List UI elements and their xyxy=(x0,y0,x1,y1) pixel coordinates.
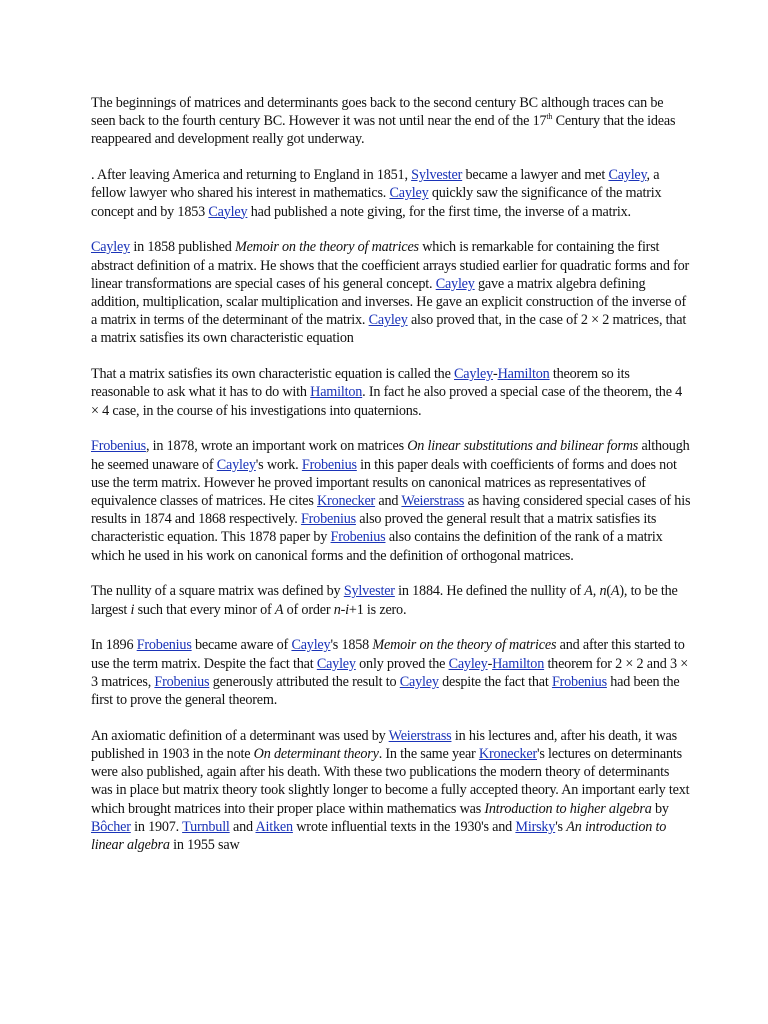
text: theorem so its reasonable to ask what it has to do with xyxy=(91,366,630,401)
text: wrote influential texts in the 1930's and xyxy=(292,818,516,835)
text: although he seemed unaware of xyxy=(91,438,690,473)
text: , to be the largest xyxy=(91,583,678,618)
title-italic: Memoir on the theory of matrices xyxy=(372,637,557,654)
text: despite the fact that xyxy=(438,673,552,690)
paragraph-frobenius-1896 xyxy=(91,636,691,709)
text: in 1884. He defined the nullity of xyxy=(394,583,585,600)
link-frobenius[interactable]: Frobenius xyxy=(551,673,607,690)
link-bocher[interactable]: Bôcher xyxy=(91,818,131,835)
link-cayley[interactable]: Cayley xyxy=(448,655,488,672)
link-frobenius[interactable]: Frobenius xyxy=(330,529,386,546)
text: - xyxy=(487,655,493,672)
math-var: A xyxy=(584,583,593,600)
title-italic: Memoir on the theory of matrices xyxy=(234,239,419,256)
text: 's work. xyxy=(255,456,302,473)
text: of order xyxy=(283,601,334,618)
math-var: n xyxy=(599,583,607,600)
text: and after this started to use the term matrix. Despite the fact that xyxy=(91,637,685,672)
paragraph-cayley-hamilton xyxy=(91,365,691,420)
text: gave a matrix algebra defining addition, multiplication, scalar multiplication and inverses. He gave an explicit construction of the inverse of a matrix in terms of the determinant of the matrix. xyxy=(91,275,686,329)
text: The beginnings of matrices and determinants goes back to the second century BC although traces can be seen back to the fourth century BC. However it was not until near the end of the 17 xyxy=(91,95,664,130)
paragraph-frobenius-1878 xyxy=(91,437,691,564)
text: in 1955 saw xyxy=(169,837,240,854)
text: and xyxy=(229,818,256,835)
text: 's xyxy=(555,818,567,835)
text: in his lectures and, after his death, it was published in 1903 in the note xyxy=(91,727,677,763)
text: ) xyxy=(619,583,624,600)
text: The nullity of a square matrix was defined by xyxy=(91,583,344,600)
link-frobenius[interactable]: Frobenius xyxy=(154,673,210,690)
text: and xyxy=(375,493,402,510)
text: also proved that, in the case of 2 × 2 matrices, that a matrix satisfies its own characteristic equation xyxy=(91,312,687,347)
title-italic: Introduction to higher algebra xyxy=(484,800,652,817)
text: became a lawyer and met xyxy=(462,167,609,184)
text: 's lectures on determinants were also published, again after his death. With these two publications the modern theory of determinants was in place but matrix theory took slightly longer to become a fully accepted theory. An important early text which brought matrices into their proper place within mathematics was xyxy=(91,746,690,817)
text: had been the first to prove the general theorem. xyxy=(91,673,680,709)
link-cayley[interactable]: Cayley xyxy=(368,312,408,329)
text: also proved the general result that a matrix satisfies its characteristic equation. This 1878 paper by xyxy=(91,511,657,546)
text: In 1896 xyxy=(91,637,137,654)
text: , xyxy=(592,583,597,600)
link-sylvester[interactable]: Sylvester xyxy=(411,167,463,184)
link-cayley[interactable]: Cayley xyxy=(291,637,331,654)
link-sylvester[interactable]: Sylvester xyxy=(343,583,395,600)
link-frobenius[interactable]: Frobenius xyxy=(300,511,356,528)
text: . After leaving America and returning to England in 1851, xyxy=(91,167,412,184)
title-italic: On linear substitutions and bilinear forms xyxy=(407,438,639,455)
title-italic: On determinant theory xyxy=(253,746,379,763)
link-cayley[interactable]: Cayley xyxy=(608,167,647,184)
text: such that every minor of xyxy=(134,601,275,618)
link-hamilton[interactable]: Hamilton xyxy=(492,655,545,672)
text: theorem for 2 × 2 and 3 × 3 matrices, xyxy=(91,655,689,690)
text: generously attributed the result to xyxy=(209,673,400,690)
text: , a fellow lawyer who shared his interest in mathematics. xyxy=(91,167,660,202)
document-body xyxy=(91,94,691,854)
math-var: i xyxy=(130,601,135,618)
link-cayley[interactable]: Cayley xyxy=(389,185,429,202)
text: ( xyxy=(606,583,611,600)
text: 's 1858 xyxy=(330,637,373,654)
text: . In the same year xyxy=(378,746,479,763)
paragraph-origins xyxy=(91,94,691,149)
math-var: A xyxy=(274,601,284,618)
paragraph-nullity xyxy=(91,582,691,618)
text: as having considered special cases of his results in 1874 and 1868 respectively. xyxy=(91,493,691,528)
link-cayley[interactable]: Cayley xyxy=(316,655,356,672)
link-aitken[interactable]: Aitken xyxy=(255,818,293,835)
text: became aware of xyxy=(191,637,292,654)
link-cayley[interactable]: Cayley xyxy=(216,456,256,473)
text: Century that the ideas reappeared and development really got underway. xyxy=(91,113,676,148)
text: +1 is zero. xyxy=(348,601,407,618)
text: also contains the definition of the rank of a matrix which he used in his work on canonical forms and the definition of orthogonal matrices. xyxy=(91,529,663,564)
text: in 1858 published xyxy=(130,239,235,256)
text: . In fact he also proved a special case of the theorem, the 4 × 4 case, in the course of his investigations into quaternions. xyxy=(91,384,683,419)
text: , in 1878, wrote an important work on matrices xyxy=(145,438,408,455)
link-cayley[interactable]: Cayley xyxy=(208,203,248,220)
text: only proved the xyxy=(355,655,449,672)
link-kronecker[interactable]: Kronecker xyxy=(478,746,537,763)
link-hamilton[interactable]: Hamilton xyxy=(310,384,363,401)
link-kronecker[interactable]: Kronecker xyxy=(317,493,376,510)
link-cayley[interactable]: Cayley xyxy=(399,673,439,690)
link-frobenius[interactable]: Frobenius xyxy=(91,438,146,455)
link-weierstrass[interactable]: Weierstrass xyxy=(401,493,465,510)
link-weierstrass[interactable]: Weierstrass xyxy=(388,727,452,744)
title-italic: An introduction to linear algebra xyxy=(91,818,667,854)
text: in 1907. xyxy=(130,818,183,835)
text: which is remarkable for containing the first abstract definition of a matrix. He shows that the coefficient arrays studied earlier for quadratic forms and for linear transformations are special cases of his general concept. xyxy=(91,239,690,292)
superscript: th xyxy=(546,112,553,122)
text: - xyxy=(493,366,498,383)
math-var: A xyxy=(610,583,620,600)
link-frobenius[interactable]: Frobenius xyxy=(301,456,357,473)
paragraph-memoir xyxy=(91,238,691,347)
link-mirsky[interactable]: Mirsky xyxy=(515,818,556,835)
text: had published a note giving, for the first time, the inverse of a matrix. xyxy=(247,203,631,220)
text: An axiomatic definition of a determinant was used by xyxy=(91,727,389,744)
text: That a matrix satisfies its own characteristic equation is called the xyxy=(91,366,455,383)
link-hamilton[interactable]: Hamilton xyxy=(497,366,550,383)
math-var: n-i xyxy=(333,601,349,618)
link-cayley[interactable]: Cayley xyxy=(91,239,130,256)
paragraph-determinant-axioms xyxy=(91,727,691,854)
paragraph-sylvester-cayley xyxy=(91,166,691,221)
text: in this paper deals with coefficients of forms and does not use the term matrix. However he proved important results on canonical matrices as representatives of equivalence classes of matrices. He cites xyxy=(91,456,677,510)
text: by xyxy=(651,800,669,817)
text: quickly saw the significance of the matrix concept and by 1853 xyxy=(91,185,662,220)
link-turnbull[interactable]: Turnbull xyxy=(182,818,230,835)
link-cayley[interactable]: Cayley xyxy=(454,366,494,383)
link-cayley[interactable]: Cayley xyxy=(435,275,475,292)
link-frobenius[interactable]: Frobenius xyxy=(136,637,192,654)
